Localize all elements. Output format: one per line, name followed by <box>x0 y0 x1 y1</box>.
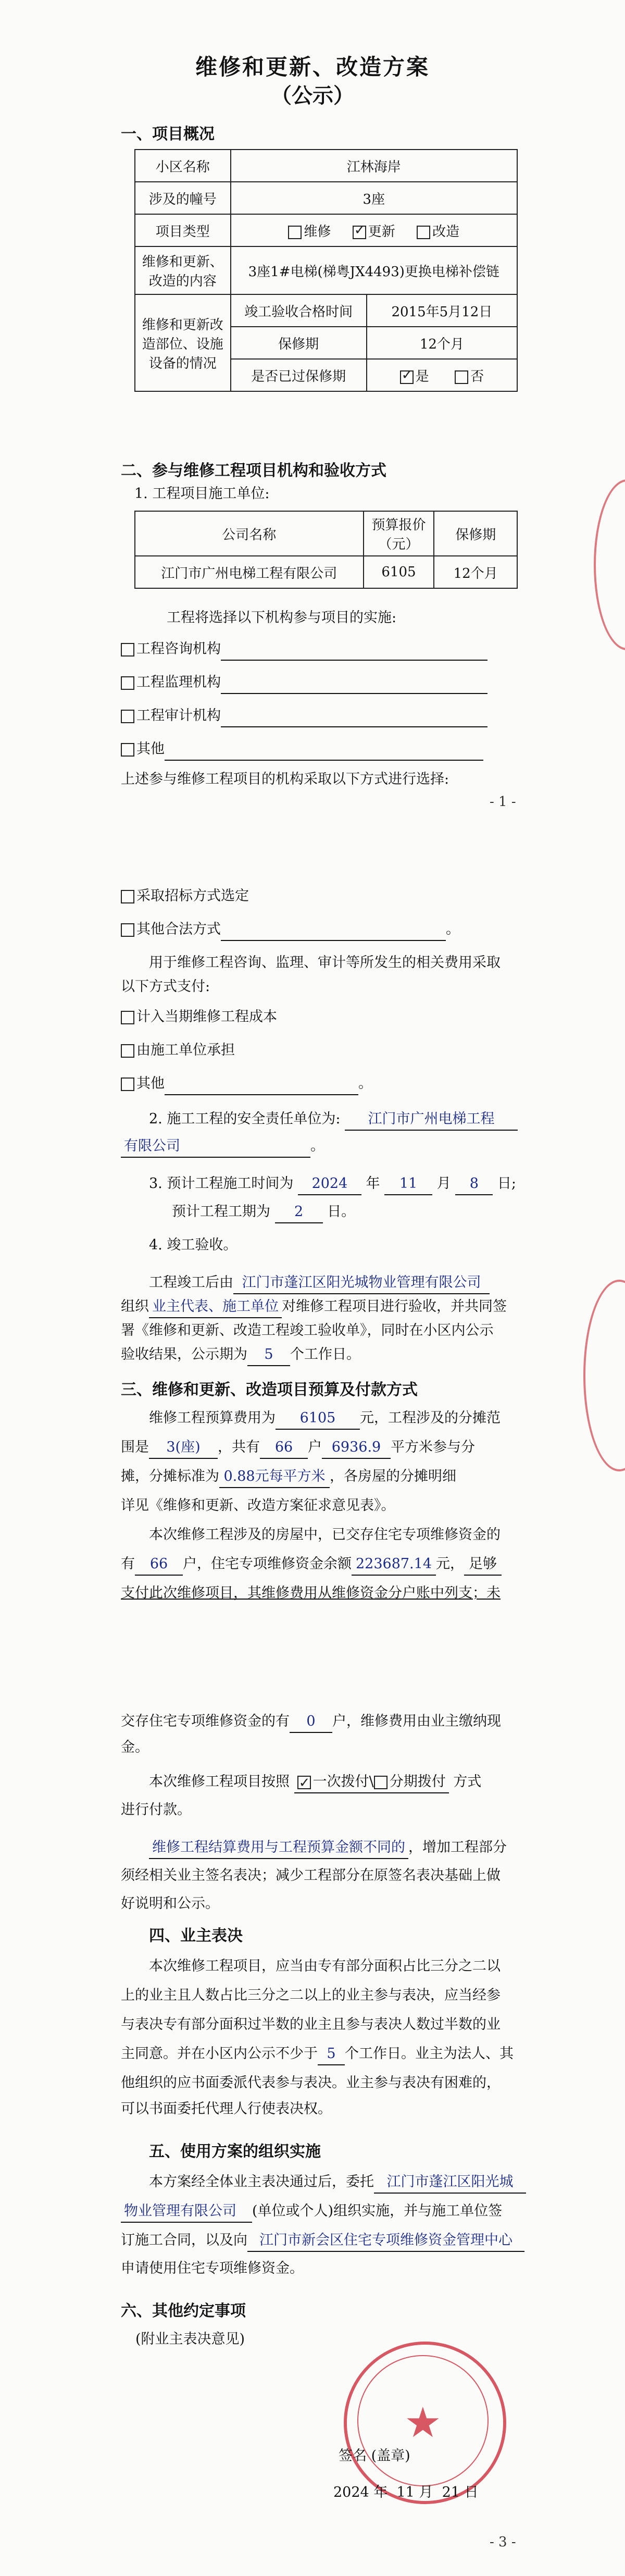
impl-line-2 <box>121 2201 502 2223</box>
sign-date-month: 11 <box>396 2484 415 2500</box>
status-label: 维修和更新改造部位、设施设备的情况 <box>135 294 231 391</box>
budget-text-6c: 户，住宅专项维修资金余额 <box>183 1556 352 1572</box>
budget-value: 6105 <box>364 556 434 588</box>
acceptance-item: 4. 竣工验收。 <box>149 1237 238 1253</box>
accept-line-2 <box>121 1296 507 1318</box>
safety-value-2: 有限公司 <box>121 1136 231 1158</box>
payment-line-1 <box>149 1772 481 1793</box>
safety-row-2: 有限公司 。 <box>121 1136 324 1158</box>
budget-standard: 0.88元每平方米 <box>219 1466 330 1488</box>
contractor-table <box>134 511 518 589</box>
accept-participants: 业主代表、施工单位 <box>149 1296 282 1318</box>
company-value: 江门市广州电梯工程有限公司 <box>135 556 364 588</box>
community-value: 江林海岸 <box>231 150 517 182</box>
period-value: 2 <box>275 1202 323 1223</box>
opt-legal-checkbox[interactable] <box>121 923 134 937</box>
signature-label: 签名 <box>339 2448 367 2464</box>
fee-contractor-label: 由施工单位承担 <box>136 1042 235 1058</box>
safety-value-1: 江门市广州电梯工程 <box>345 1109 518 1131</box>
settlement-text-b: ，增加工程部分 <box>408 1839 507 1855</box>
accept-text-4a: 验收结果，公示期为 <box>121 1346 247 1363</box>
cash-line-1 <box>121 1711 501 1733</box>
period-unit: 日。 <box>327 1204 356 1220</box>
cash-line-2: 金。 <box>121 1739 149 1755</box>
type-update-checkbox[interactable] <box>353 226 366 239</box>
org-consult-label: 工程咨询机构 <box>136 641 221 657</box>
budget-text-2g: 平方米参与分 <box>391 1439 475 1455</box>
page-3 <box>0 1649 625 2576</box>
project-overview-table <box>134 149 518 392</box>
company-seal <box>344 2342 506 2504</box>
vote-line-1: 本次维修工程项目，应当由专有部分面积占比三分之二以 <box>149 1958 501 1974</box>
sign-date-year: 2024 <box>333 2484 369 2500</box>
settlement-condition: 维修工程结算费用与工程预算金额不同的 <box>149 1837 408 1859</box>
budget-scope: 3(座) <box>149 1437 218 1459</box>
impl-org-1: 江门市蓬江区阳光城 <box>374 2172 526 2194</box>
choose-orgs-text: 工程将选择以下机构参与项目的实施: <box>167 610 397 626</box>
budget-text-3a: 摊，分摊标准为 <box>121 1468 219 1484</box>
payment-text-d: 方式 <box>453 1774 482 1790</box>
accept-line-4 <box>121 1344 360 1366</box>
org-audit-checkbox[interactable] <box>121 710 134 723</box>
col-budget: 预算报价（元） <box>364 511 434 556</box>
payment-options <box>294 1772 449 1793</box>
sign-date-month-unit: 月 <box>419 2484 433 2500</box>
section-5-heading: 五、使用方案的组织实施 <box>149 2142 321 2161</box>
signature-seal-label: (盖章) <box>371 2448 410 2464</box>
vote-days: 5 <box>318 2044 345 2065</box>
fee-cost-label: 计入当期维修工程成本 <box>136 1009 277 1025</box>
start-day: 8 <box>455 1173 493 1195</box>
org-consult-row <box>121 639 488 661</box>
impl-text-1a: 本方案经全体业主表决通过后，委托 <box>149 2174 374 2190</box>
budget-line-5: 本次维修工程涉及的房屋中，已交存住宅专项维修资金的 <box>149 1527 501 1543</box>
opt-legal-label: 其他合法方式 <box>136 921 221 937</box>
document-title: 维修和更新、改造方案 <box>195 54 430 80</box>
accept-text-2c: 对维修工程项目进行验收，并共同签 <box>282 1298 507 1315</box>
budget-text-1c: 元，工程涉及的分摊范 <box>360 1410 501 1426</box>
accept-line-1 <box>149 1272 490 1294</box>
type-renovate-checkbox[interactable] <box>417 226 430 239</box>
payment-stage-checkbox[interactable] <box>374 1776 388 1789</box>
contractor-item-label: 1. 工程项目施工单位: <box>134 486 270 502</box>
section-1-heading: 一、项目概况 <box>121 125 215 143</box>
col-company: 公司名称 <box>135 511 364 556</box>
page-number-3: - 3 - <box>490 2534 516 2550</box>
budget-text-2c: ，共有 <box>218 1439 260 1455</box>
start-year: 2024 <box>298 1173 361 1195</box>
page-number-1: - 1 - <box>490 794 516 810</box>
section-3-heading: 三、维修和更新、改造项目预算及付款方式 <box>121 1381 418 1399</box>
budget-text-6a: 有 <box>121 1556 135 1572</box>
start-year-unit: 年 <box>366 1175 380 1192</box>
start-day-unit: 日; <box>497 1175 517 1192</box>
org-audit-row <box>121 705 488 727</box>
budget-amount: 6105 <box>276 1408 360 1430</box>
attach-note: (附业主表决意见) <box>135 2331 245 2347</box>
accept-text-1a: 工程竣工后由 <box>149 1274 233 1291</box>
vote-text-4a: 主同意。并在小区内公示不少于 <box>121 2046 318 2062</box>
expired-no-checkbox[interactable] <box>455 370 468 384</box>
payment-once-label: 一次拨付\ <box>312 1774 374 1790</box>
expired-label: 是否已过保修期 <box>231 359 367 391</box>
vote-line-6: 可以书面委托代理人行使表决权。 <box>121 2101 332 2117</box>
budget-text-1a: 维修工程预算费用为 <box>149 1410 276 1426</box>
budget-line-4: 详见《维修和更新、改造方案征求意见表》。 <box>121 1497 395 1514</box>
budget-line-2 <box>121 1437 475 1459</box>
document-subtitle: （公示） <box>271 83 354 108</box>
budget-text-3c: ，各房屋的分摊明细 <box>330 1468 456 1484</box>
expired-yes-checkbox[interactable] <box>400 370 414 384</box>
cash-text-1a: 交存住宅专项维修资金的有 <box>121 1713 290 1729</box>
fee-cost-row <box>121 1007 277 1027</box>
type-renovate-label: 改造 <box>432 224 460 240</box>
settlement-line-2: 须经相关业主签名表决；减少工程部分在原签名表决基础上做 <box>121 1867 501 1884</box>
method-intro-text: 上述参与维修工程项目的机构采取以下方式进行选择: <box>121 771 449 787</box>
fee-intro-1: 用于维修工程咨询、监理、审计等所发生的相关费用采取 <box>149 955 501 971</box>
vote-line-2: 上的业主且人数占比三分之二以上的业主参与表决，应当经参 <box>121 1987 501 2003</box>
fee-contractor-checkbox[interactable] <box>121 1044 134 1058</box>
page-1 <box>0 0 625 821</box>
building-value: 3座 <box>231 182 517 214</box>
fee-other-checkbox[interactable] <box>121 1078 134 1091</box>
expired-yes-label: 是 <box>415 368 429 385</box>
section-2-heading: 二、参与维修工程项目机构和验收方式 <box>121 462 386 480</box>
org-consult-checkbox[interactable] <box>121 643 134 657</box>
opt-legal-row: 其他合法方式 。 <box>121 919 460 941</box>
org-other-label: 其他 <box>136 741 165 757</box>
org-supervise-label: 工程监理机构 <box>136 674 221 690</box>
start-month: 11 <box>384 1173 432 1195</box>
impl-fund-center: 江门市新会区住宅专项维修资金管理中心 <box>247 2230 524 2252</box>
fund-balance: 223687.14 <box>352 1554 436 1576</box>
page-2 <box>0 821 625 1649</box>
fund-sufficient: 足够 <box>464 1554 502 1576</box>
impl-line-1 <box>149 2172 526 2194</box>
fee-cost-checkbox[interactable] <box>121 1011 134 1024</box>
fee-intro-2: 以下方式支付: <box>121 979 210 995</box>
type-repair-checkbox[interactable] <box>288 226 302 239</box>
warranty-value: 12个月 <box>367 327 517 359</box>
payment-stage-label: 分期拨付 <box>389 1774 446 1790</box>
org-other-checkbox[interactable] <box>121 743 134 757</box>
accept-line-3: 署《维修和更新、改造工程竣工验收单》，同时在小区内公示 <box>121 1322 494 1339</box>
cash-text-1c: 户，维修费用由业主缴纳现 <box>332 1713 501 1729</box>
impl-text-2b: (单位或个人)组织实施，并与施工单位签 <box>252 2203 503 2219</box>
vote-line-3: 与表决专有部分面积过半数的业主且参与表决人数过半数的业 <box>121 2016 501 2033</box>
safety-label: 2. 施工工程的安全责任单位为: <box>149 1111 341 1127</box>
impl-line-3 <box>121 2230 524 2252</box>
accept-time-value: 2015年5月12日 <box>367 294 517 327</box>
opt-bid-checkbox[interactable] <box>121 890 134 903</box>
type-update-label: 更新 <box>368 224 395 240</box>
budget-line-1 <box>149 1408 501 1430</box>
payment-line-2: 进行付款。 <box>121 1802 191 1818</box>
accept-text-2a: 组织 <box>121 1298 149 1315</box>
payment-once-checkbox[interactable] <box>297 1776 311 1789</box>
budget-line-7: 支付此次维修项目，其维修费用从维修资金分户账中列支；未 <box>121 1585 501 1601</box>
vote-line-5: 他组织的应书面委派代表参与表决。业主参与表决有困难的， <box>121 2075 501 2091</box>
sign-date-year-unit: 年 <box>373 2484 388 2500</box>
warranty-label: 保修期 <box>231 327 367 359</box>
expired-no-label: 否 <box>470 368 484 385</box>
settlement-line-1 <box>149 1837 507 1859</box>
col-warranty: 保修期 <box>434 511 517 556</box>
fee-contractor-row <box>121 1040 235 1061</box>
content-label: 维修和更新、改造的内容 <box>135 246 231 294</box>
sign-date-row <box>333 2482 479 2503</box>
side-stamp-2 <box>583 1280 625 1471</box>
vote-line-4 <box>121 2044 514 2065</box>
accept-text-4c: 个工作日。 <box>290 1346 360 1363</box>
budget-households: 66 <box>260 1437 308 1459</box>
payment-text-a: 本次维修工程项目按照 <box>149 1774 290 1790</box>
accept-time-label: 竣工验收合格时间 <box>231 294 367 327</box>
budget-text-6e: 元， <box>436 1556 464 1572</box>
fee-other-label: 其他 <box>136 1075 165 1092</box>
cash-households: 0 <box>290 1711 332 1733</box>
budget-text-2a: 围是 <box>121 1439 149 1455</box>
community-label: 小区名称 <box>135 150 231 182</box>
side-stamp-1 <box>594 479 625 650</box>
signature-row <box>339 2446 410 2467</box>
building-label: 涉及的幢号 <box>135 182 231 214</box>
settlement-line-3: 好说明和公示。 <box>121 1896 219 1912</box>
seal-star-icon: ★ <box>404 2398 442 2447</box>
opt-bid-label: 采取招标方式选定 <box>136 888 249 904</box>
accept-days: 5 <box>247 1344 290 1366</box>
start-time-row <box>149 1173 516 1195</box>
budget-area: 6936.9 <box>322 1437 391 1459</box>
contractor-warranty-value: 12个月 <box>434 556 517 588</box>
fund-households: 66 <box>135 1554 183 1576</box>
type-options <box>231 214 517 246</box>
impl-text-3: 订施工合同，以及向 <box>121 2232 247 2248</box>
period-row <box>172 1202 355 1223</box>
org-supervise-row <box>121 672 488 694</box>
section-6-heading: 六、其他约定事项 <box>121 2302 246 2320</box>
org-supervise-checkbox[interactable] <box>121 676 134 690</box>
start-month-unit: 月 <box>436 1175 451 1192</box>
impl-line-4: 申请使用住宅专项维修资金。 <box>121 2260 304 2276</box>
type-repair-label: 维修 <box>304 224 331 240</box>
budget-line-6 <box>121 1554 502 1576</box>
org-audit-label: 工程审计机构 <box>136 708 221 724</box>
start-time-label: 3. 预计工程施工时间为 <box>149 1175 294 1192</box>
expired-options <box>367 359 517 391</box>
budget-line-3 <box>121 1466 456 1488</box>
safety-row <box>149 1109 518 1131</box>
sign-date-day: 21 <box>442 2484 460 2500</box>
content-value: 3座1#电梯(梯粤JX4493)更换电梯补偿链 <box>231 246 517 294</box>
budget-text-2e: 户 <box>308 1439 322 1455</box>
opt-bid-row <box>121 886 249 907</box>
sign-date-day-unit: 日 <box>464 2484 479 2500</box>
vote-text-4c: 个工作日。业主为法人、其 <box>345 2046 514 2062</box>
section-4-heading: 四、业主表决 <box>149 1927 243 1945</box>
period-label: 预计工程工期为 <box>172 1204 270 1220</box>
impl-org-2: 物业管理有限公司 <box>121 2201 252 2223</box>
accept-org: 江门市蓬江区阳光城物业管理有限公司 <box>233 1272 490 1294</box>
org-other-row <box>121 739 483 761</box>
type-label: 项目类型 <box>135 214 231 246</box>
fee-other-row: 其他 。 <box>121 1073 372 1095</box>
